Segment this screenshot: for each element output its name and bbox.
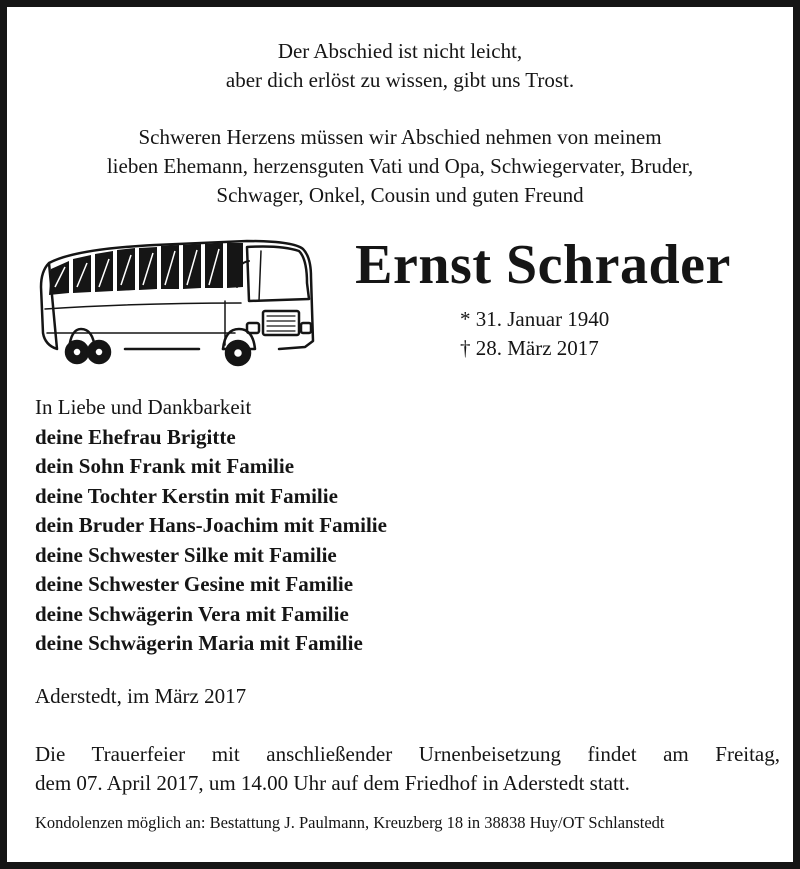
funeral-info [35,740,780,798]
intro-line-2: lieben Ehemann, herzensguten Vati und Opa, Schwiegervater, Bruder, [106,154,694,178]
mourner-line: deine Schwägerin Vera mit Familie [35,601,349,626]
funeral-line-2: dem 07. April 2017, um 14.00 Uhr auf dem Friedhof in Aderstedt statt. [35,771,630,795]
intro-text [7,123,793,210]
quote-line-1: Der Abschied ist nicht leicht, [277,39,523,63]
mourner-line: dein Sohn Frank mit Familie [35,454,295,478]
mourner-line: dein Bruder Hans-Joachim mit Familie [35,513,387,537]
funeral-line-1: Die Trauerfeier mit anschließender Urnenbeisetzung findet am Freitag, [35,742,780,766]
intro-line-3: Schwager, Onkel, Cousin und guten Freund [216,183,584,207]
birth-date: * 31. Januar 1940 [460,307,610,331]
deceased-name: Ernst Schrader [355,234,731,296]
signoff-heading: In Liebe und Dankbarkeit [35,395,252,419]
life-dates [460,305,609,363]
bus-icon [35,237,317,373]
condolence-info: Kondolenzen möglich an: Bestattung J. Paulmann, Kreuzberg 18 in 38838 Huy/OT Schlanstedt [35,813,665,832]
quote [7,37,793,95]
intro-line-1: Schweren Herzens müssen wir Abschied nehmen von meinem [138,125,662,149]
mourners [35,393,387,659]
quote-line-2: aber dich erlöst zu wissen, gibt uns Trost. [225,68,575,92]
mourner-line: deine Ehefrau Brigitte [35,424,236,449]
mourner-line: deine Schwägerin Maria mit Familie [35,631,363,655]
mourner-line: deine Tochter Kerstin mit Familie [35,483,338,508]
place-date: Aderstedt, im März 2017 [35,684,247,708]
mourner-line: deine Schwester Silke mit Familie [35,542,337,567]
mourner-line: deine Schwester Gesine mit Familie [35,572,354,596]
death-date: † 28. März 2017 [460,336,599,360]
